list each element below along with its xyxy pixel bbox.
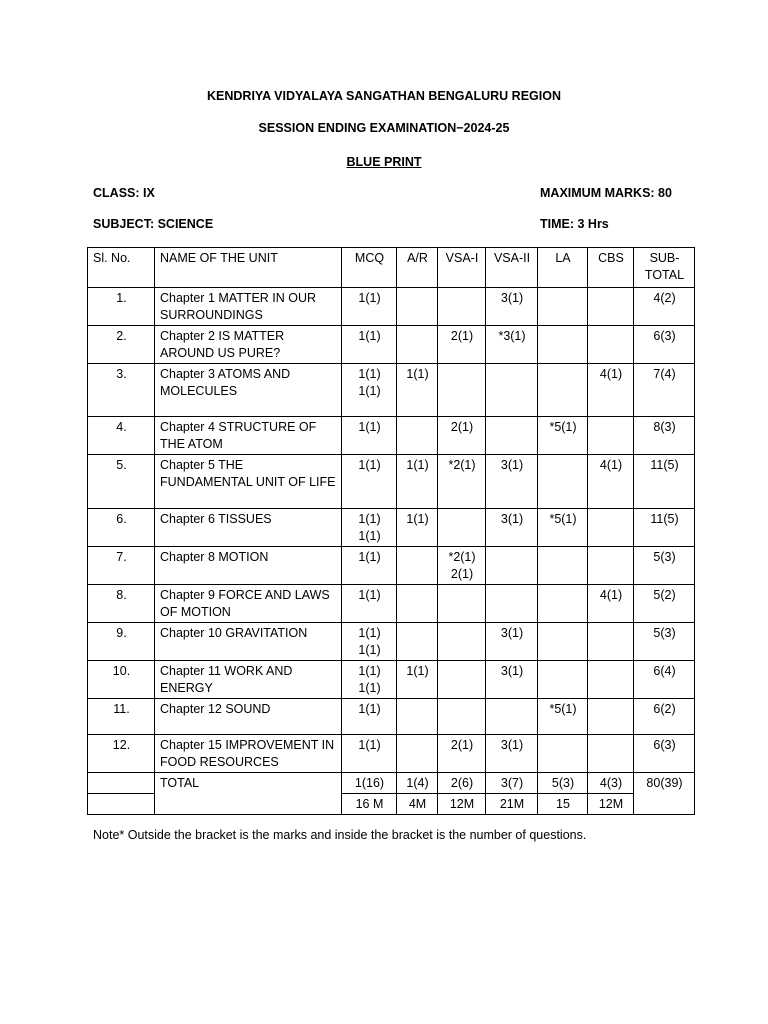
row-ar: [397, 455, 438, 509]
marks-la: 15: [538, 794, 588, 815]
cell-value: 3(1): [500, 291, 524, 305]
total-sl-cell: [88, 773, 155, 794]
header-sub-total: SUB-TOTAL: [634, 248, 695, 288]
marks-vsa-ii: 21M: [486, 794, 538, 815]
row-sub-total: 7(4): [634, 364, 695, 417]
cell-value: 1(1): [358, 550, 381, 564]
total-cbs: 4(3): [588, 773, 634, 794]
row-la: [538, 661, 588, 699]
region-title: KENDRIYA VIDYALAYA SANGATHAN BENGALURU REGION: [207, 89, 561, 103]
cell-value: 1(1): [358, 384, 381, 398]
maximum-marks-label: MAXIMUM MARKS: 80: [540, 186, 672, 200]
marks-cbs: 12M: [588, 794, 634, 815]
row-ar: [397, 509, 438, 547]
row-unit-name: Chapter 11 WORK AND ENERGY: [155, 661, 342, 699]
cell-value: 1(1): [358, 626, 381, 640]
cell-value: 2(1): [450, 329, 474, 343]
row-la: [538, 735, 588, 773]
row-vsa-i: [438, 623, 486, 661]
row-sub-total: 5(3): [634, 547, 695, 585]
row-sl-no: 5.: [88, 455, 155, 509]
row-ar: [397, 364, 438, 417]
row-vsa-i: [438, 509, 486, 547]
row-cbs: [588, 699, 634, 735]
row-vsa-i: [438, 455, 486, 509]
grand-total: 80(39): [634, 773, 695, 815]
footnote: Note* Outside the bracket is the marks and inside the bracket is the number of questions.: [93, 828, 587, 842]
row-sub-total: 5(3): [634, 623, 695, 661]
row-sl-no: 2.: [88, 326, 155, 364]
row-ar: [397, 417, 438, 455]
row-unit-name: Chapter 10 GRAVITATION: [155, 623, 342, 661]
row-vsa-i: [438, 288, 486, 326]
table-row: [88, 364, 695, 417]
row-cbs: [588, 288, 634, 326]
row-la: [538, 417, 588, 455]
row-mcq: [342, 455, 397, 509]
row-mcq: [342, 288, 397, 326]
total-label: TOTAL: [155, 773, 342, 815]
header-unit-name: NAME OF THE UNIT: [155, 248, 342, 288]
row-unit-name: Chapter 4 STRUCTURE OF THE ATOM: [155, 417, 342, 455]
row-ar: [397, 326, 438, 364]
marks-mcq: 16 M: [342, 794, 397, 815]
row-sub-total: 6(3): [634, 326, 695, 364]
row-la: [538, 455, 588, 509]
blue-print-table: [87, 247, 695, 815]
cell-value: 1(1): [358, 738, 381, 752]
header-cbs: CBS: [588, 248, 634, 288]
table-row: [88, 623, 695, 661]
cell-value: 2(1): [450, 567, 474, 581]
table-row: [88, 699, 695, 735]
row-sl-no: 11.: [88, 699, 155, 735]
cell-value: 1(1): [358, 512, 381, 526]
total-vsa-ii: 3(7): [486, 773, 538, 794]
row-unit-name: Chapter 9 FORCE AND LAWS OF MOTION: [155, 585, 342, 623]
row-sub-total: 5(2): [634, 585, 695, 623]
cell-value: 1(1): [406, 512, 429, 526]
cell-value: 4(1): [599, 588, 623, 602]
cell-value: 1(1): [358, 681, 381, 695]
row-vsa-ii: [486, 661, 538, 699]
class-label: CLASS: IX: [93, 186, 155, 200]
table-header-row: [88, 248, 695, 288]
cell-value: 1(1): [358, 664, 381, 678]
total-ar: 1(4): [397, 773, 438, 794]
row-sub-total: 4(2): [634, 288, 695, 326]
row-unit-name: Chapter 12 SOUND: [155, 699, 342, 735]
cell-value: *2(1): [448, 458, 476, 472]
cell-value: *5(1): [549, 702, 577, 716]
cell-value: *5(1): [549, 420, 577, 434]
row-ar: [397, 735, 438, 773]
row-vsa-ii: [486, 326, 538, 364]
row-sl-no: 10.: [88, 661, 155, 699]
row-vsa-ii: [486, 364, 538, 417]
cell-value: 1(1): [358, 702, 381, 716]
header-vsa-ii: VSA-II: [486, 248, 538, 288]
row-mcq: [342, 735, 397, 773]
cell-value: 1(1): [358, 420, 381, 434]
row-sub-total: 6(2): [634, 699, 695, 735]
row-vsa-ii: [486, 547, 538, 585]
row-la: [538, 547, 588, 585]
cell-value: 1(1): [358, 329, 381, 343]
cell-value: *5(1): [549, 512, 577, 526]
table-body: [88, 288, 695, 773]
subject-label: SUBJECT: SCIENCE: [93, 217, 214, 231]
cell-value: 1(1): [358, 367, 381, 381]
row-sl-no: 6.: [88, 509, 155, 547]
cell-value: 1(1): [358, 458, 381, 472]
total-sl-cell-2: [88, 794, 155, 815]
row-mcq: [342, 585, 397, 623]
row-sl-no: 4.: [88, 417, 155, 455]
cell-value: 2(1): [450, 420, 474, 434]
cell-value: 4(1): [599, 367, 623, 381]
row-sl-no: 12.: [88, 735, 155, 773]
table-row: [88, 509, 695, 547]
row-mcq: [342, 417, 397, 455]
table-row: [88, 288, 695, 326]
row-mcq: [342, 509, 397, 547]
row-vsa-ii: [486, 735, 538, 773]
table-row: [88, 455, 695, 509]
row-vsa-ii: [486, 509, 538, 547]
row-sub-total: 11(5): [634, 509, 695, 547]
row-ar: [397, 699, 438, 735]
cell-value: 1(1): [406, 458, 429, 472]
row-cbs: [588, 509, 634, 547]
row-mcq: [342, 699, 397, 735]
row-cbs: [588, 661, 634, 699]
marks-vsa-i: 12M: [438, 794, 486, 815]
row-vsa-i: [438, 735, 486, 773]
row-la: [538, 699, 588, 735]
cell-value: 3(1): [500, 458, 524, 472]
row-vsa-i: [438, 661, 486, 699]
marks-ar: 4M: [397, 794, 438, 815]
row-vsa-ii: [486, 585, 538, 623]
row-vsa-ii: [486, 699, 538, 735]
row-cbs: [588, 364, 634, 417]
row-mcq: [342, 326, 397, 364]
row-unit-name: Chapter 1 MATTER IN OUR SURROUNDINGS: [155, 288, 342, 326]
row-sl-no: 3.: [88, 364, 155, 417]
row-la: [538, 326, 588, 364]
row-sub-total: 6(3): [634, 735, 695, 773]
row-cbs: [588, 585, 634, 623]
cell-value: 3(1): [500, 664, 524, 678]
cell-value: 1(1): [358, 643, 381, 657]
row-vsa-i: [438, 585, 486, 623]
table-row: [88, 547, 695, 585]
cell-value: 1(1): [406, 664, 429, 678]
row-cbs: [588, 735, 634, 773]
blue-print-title: BLUE PRINT: [346, 155, 422, 169]
row-ar: [397, 623, 438, 661]
table-row: [88, 661, 695, 699]
total-section: [88, 773, 695, 815]
cell-value: 1(1): [358, 529, 381, 543]
row-sl-no: 8.: [88, 585, 155, 623]
cell-value: *2(1): [448, 550, 476, 564]
row-cbs: [588, 417, 634, 455]
row-vsa-i: [438, 547, 486, 585]
row-ar: [397, 585, 438, 623]
row-unit-name: Chapter 2 IS MATTER AROUND US PURE?: [155, 326, 342, 364]
row-unit-name: Chapter 3 ATOMS AND MOLECULES: [155, 364, 342, 417]
row-unit-name: Chapter 5 THE FUNDAMENTAL UNIT OF LIFE: [155, 455, 342, 509]
table-row: [88, 417, 695, 455]
cell-value: 1(1): [358, 291, 381, 305]
cell-value: 3(1): [500, 626, 524, 640]
row-mcq: [342, 364, 397, 417]
row-sl-no: 9.: [88, 623, 155, 661]
row-la: [538, 509, 588, 547]
row-vsa-i: [438, 417, 486, 455]
header-sl-no: Sl. No.: [88, 248, 155, 288]
total-mcq: 1(16): [342, 773, 397, 794]
table-row: [88, 585, 695, 623]
time-label: TIME: 3 Hrs: [540, 217, 609, 231]
total-vsa-i: 2(6): [438, 773, 486, 794]
exam-title: SESSION ENDING EXAMINATION−2024-25: [258, 121, 510, 135]
row-la: [538, 623, 588, 661]
cell-value: *3(1): [498, 329, 526, 343]
header-ar: A/R: [397, 248, 438, 288]
row-vsa-ii: [486, 417, 538, 455]
header-vsa-i: VSA-I: [438, 248, 486, 288]
cell-value: 3(1): [500, 738, 524, 752]
row-mcq: [342, 661, 397, 699]
total-questions-row: [88, 773, 695, 794]
header-la: LA: [538, 248, 588, 288]
row-vsa-ii: [486, 455, 538, 509]
row-ar: [397, 661, 438, 699]
cell-value: 1(1): [406, 367, 429, 381]
row-mcq: [342, 623, 397, 661]
row-cbs: [588, 326, 634, 364]
row-unit-name: Chapter 15 IMPROVEMENT IN FOOD RESOURCES: [155, 735, 342, 773]
row-unit-name: Chapter 6 TISSUES: [155, 509, 342, 547]
row-sub-total: 6(4): [634, 661, 695, 699]
row-ar: [397, 547, 438, 585]
row-vsa-i: [438, 364, 486, 417]
row-unit-name: Chapter 8 MOTION: [155, 547, 342, 585]
row-ar: [397, 288, 438, 326]
row-la: [538, 288, 588, 326]
row-sub-total: 8(3): [634, 417, 695, 455]
row-cbs: [588, 623, 634, 661]
row-cbs: [588, 547, 634, 585]
cell-value: 1(1): [358, 588, 381, 602]
cell-value: 4(1): [599, 458, 623, 472]
row-mcq: [342, 547, 397, 585]
table-row: [88, 326, 695, 364]
cell-value: 3(1): [500, 512, 524, 526]
row-vsa-i: [438, 326, 486, 364]
cell-value: 2(1): [450, 738, 474, 752]
row-vsa-i: [438, 699, 486, 735]
total-la: 5(3): [538, 773, 588, 794]
row-la: [538, 585, 588, 623]
row-vsa-ii: [486, 288, 538, 326]
row-la: [538, 364, 588, 417]
row-vsa-ii: [486, 623, 538, 661]
table-row: [88, 735, 695, 773]
row-sl-no: 1.: [88, 288, 155, 326]
row-sl-no: 7.: [88, 547, 155, 585]
header-mcq: MCQ: [342, 248, 397, 288]
row-cbs: [588, 455, 634, 509]
row-sub-total: 11(5): [634, 455, 695, 509]
